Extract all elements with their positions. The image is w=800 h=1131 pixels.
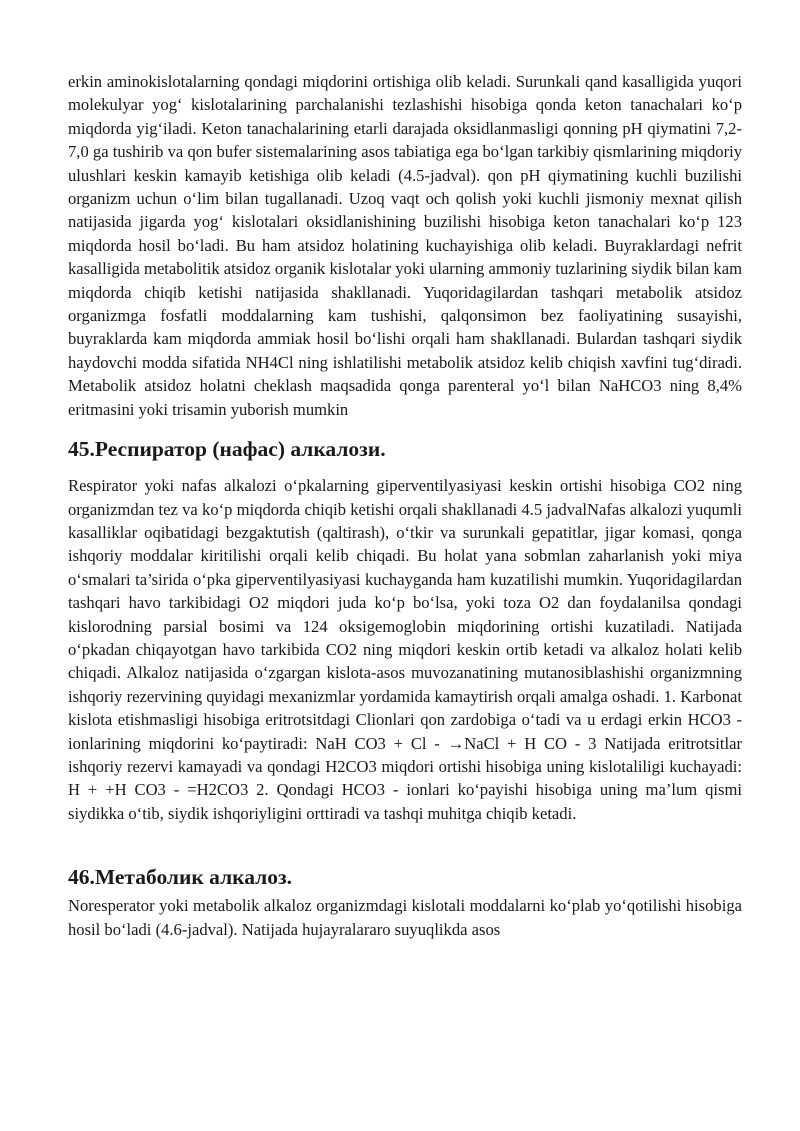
paragraph-metabolic-acidosis: erkin aminokislotalarning qondagi miqdorini ortishiga olib keladi. Surunkali qand kasalligida yuqori molekulyar yog‘ kislotalarining parchalanishi tezlashishi hisobiga qonda keton tanachalari ko‘p miqdorda yig‘iladi. Keton tanachalarining etarli darajada oksidlanmasligi qonning pH qiymatini 7,2-7,0 ga tushirib va qon bufer sistemalarining asos tabiatiga ega bo‘lgan tarkibiy qismlarining miqdoriy ulushlari keskin kamayib ketishiga olib keladi (4.5-jadval). qon pH qiymatining kuchli buzilishi organizm uchun o‘lim bilan tugallanadi. Uzoq vaqt och qolish yoki kuchli jismoniy mexnat qilish natijasida jigarda yog‘ kislotalari oksidlanishining buzilishi hisobiga keton tanachalari ko‘p 123 miqdorda hosil bo‘ladi. Bu ham atsidoz holatining kuchayishiga olib keladi. Buyraklardagi nefrit kasalligida metabolitik atsidoz organik kislotalar yoki ularning ammoniy tuzlarining siydik bilan kam miqdorda chiqib ketishi natijasida shakllanadi. Yuqoridagilardan tashqari metabolik atsidoz organizmga fosfatli moddalarning kam tushishi, qalqonsimon bez faoliyatining susayishi, buyraklarda kam miqdorda ammiak hosil bo‘lishi orqali ham shakllanadi. Bulardan tashqari siydik haydovchi modda sifatida NH4Cl ning ishlatilishi metabolik atsidoz kelib chiqish xavfini tug‘diradi. Metabolik atsidoz holatni cheklash maqsadida qonga parenteral yo‘l bilan NaHCO3 ning 8,4% eritmasini yoki trisamin yuborish mumkin [68,72,742,419]
paragraph-metabolic-alkalosis: Noresperator yoki metabolik alkaloz organizmdagi kislotali moddalarni ko‘plab yo‘qotilishi hisobiga hosil bo‘ladi (4.6-jadval). Natijada hujayralararo suyuqlikda asos [68,896,742,939]
document-page [68,70,742,941]
section-heading-metabolic-alkalosis: 46.Метаболик алкалоз. [68,865,292,890]
paragraph-respiratory-alkalosis: Respirator yoki nafas alkalozi o‘pkalarning giperventilyasiyasi keskin ortishi hisobiga CO2 ning organizmdan tez va ko‘p miqdorda chiqib ketishi orqali shakllanadi 4.5 jadvalNafas alkalozi yuqumli kasalliklar oqibatidagi bezgaktutish (qaltirash), o‘tkir va surunkali gepatitlar, jigar komasi, qonga ishqoriy moddalar kiritilishi orqali kelib chiqadi. Bu holat yana sobmlan zaharlanish yoki miya o‘smalari ta’sirida o‘pka giperventilyasiyasi kuchayganda ham kuzatilishi mumkin. Yuqoridagilardan tashqari havo tarkibidagi O2 miqdori juda ko‘p bo‘lsa, yoki toza O2 dan foydalanilsa qondagi kislorodning parsial bosimi va 124 oksigemoglobin miqdorining ortishi kuzatiladi. Natijada o‘pkadan chiqayotgan havo tarkibida CO2 ning miqdori keskin ortib ketadi va alkaloz holati kelib chiqadi. Alkaloz natijasida o‘zgargan kislota-asos muvozanatining mutanosiblashishi organizmning ishqoriy rezervining quyidagi mexanizmlar yordamida kamaytirish orqali amalga oshadi. 1. Karbonat kislota etishmasligi hisobiga eritrotsitdagi Clionlari qon zardobiga o‘tadi va u erdagi erkin HCO3 - ionlarining miqdorini ko‘paytiradi: NaH CO3 + Cl - →NaCl + H CO - 3 Natijada eritrotsitlar ishqoriy rezervi kamayadi va qondagi H2CO3 miqdori ortishi hisobiga uning kislotaliligi kuchayadi: H + +H CO3 - =H2CO3 2. Qondagi HCO3 - ionlari ko‘payishi hisobiga uning ma’lum qismi siydikka o‘tib, siydik ishqoriyligini orttiradi va tashqi muhitga chiqib ketadi. [68,476,742,823]
section-heading-respiratory-alkalosis: 45.Респиратор (нафас) алкалози. [68,437,386,462]
